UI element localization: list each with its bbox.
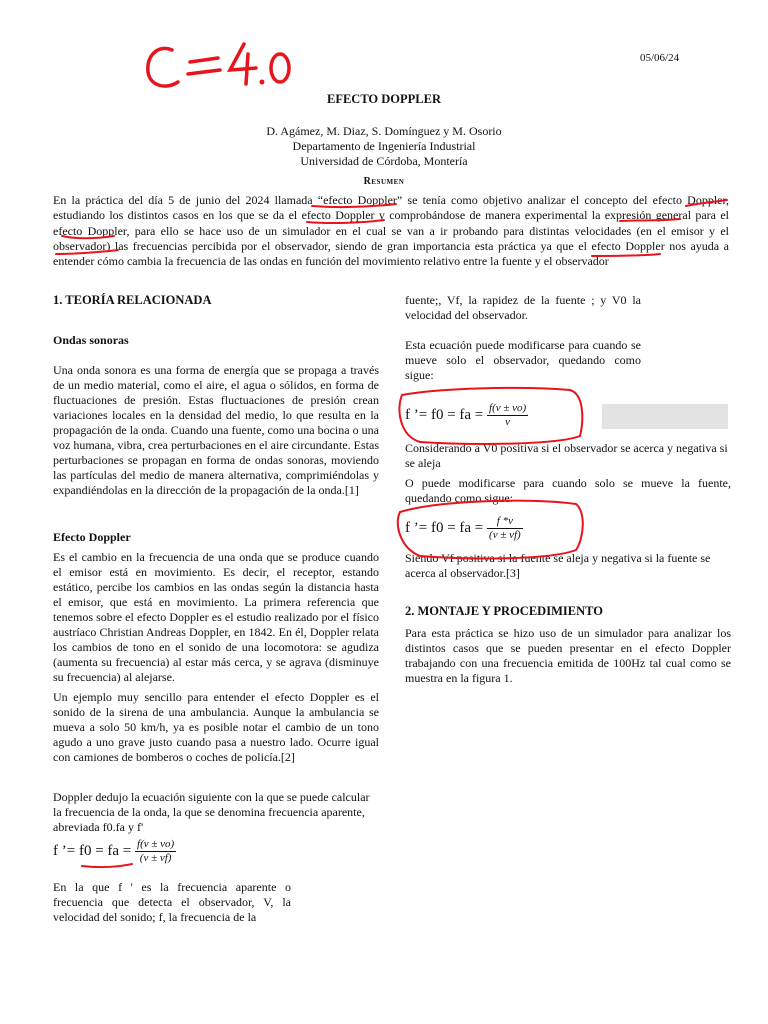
equation-observer-denominator: v [505,416,511,428]
equation-denominator: (v ± vf) [139,852,172,864]
paragraph-variable-definitions: En la que f ' es la frecuencia aparente o frecuencia que detecta el observador, V, la velocidad del sonido; f, la frecuencia de la [53,880,291,924]
section-heading-theory: 1. TEORÍA RELACIONADA [53,293,212,307]
equation-fraction [135,838,176,865]
equation-general [53,838,176,865]
equation-observer-numerator: f(v ± vo) [489,402,527,414]
section-heading-setup: 2. MONTAJE Y PROCEDIMIENTO [405,604,603,618]
paragraph-ambulance-example: Un ejemplo muy sencillo para entender el efecto Doppler es el sonido de la sirena de una ambulancia. Aunque la ambulancia se mueva a solo 50 km/h, ya es posible notar el cambio de un tono agudo a uno grave justo cuando pasa a nuestro lado. Ocurre igual con camiones de bomberos o coches de policía.[2] [53,690,379,764]
paragraph-source-intro: O puede modificarse para cuando solo se mueve la fuente, quedando como sigue: [405,476,731,505]
equation-numerator: f(v ± vo) [137,838,175,850]
equation-source [405,515,523,542]
abstract-heading: Resumen [363,176,405,187]
paragraph-doppler-definition: Es el cambio en la frecuencia de una onda que se produce cuando el emisor está en movimiento. Es decir, el receptor, estando estático, percibe los cambios en las ondas según la distancia hasta el emisor, que está en movimiento. La primera referencia que tenemos sobre el efecto Doppler es el estudio realizado por el físico austríaco Christian Andreas Doppler, en 1842. En él, Doppler relata los cambios de tono en el sonido de una locomotora: se agudiza (aumenta su frecuencia) al estar más cerca, y se agrava (disminuye su frecuencia) al alejarse. [53,550,379,684]
page-title: EFECTO DOPPLER [326,92,442,106]
subheading-doppler: Efecto Doppler [53,530,131,544]
equation-source-denominator: (v ± vf) [489,529,521,541]
paragraph-observer-intro: Esta ecuación puede modificarse para cuando se mueve solo el observador, quedando como sigue: [405,338,641,382]
abstract-text: En la práctica del día 5 de junio del 2024 llamada “efecto Doppler” se tenía como objetivo analizar el concepto del efecto Doppler, estudiando los distintos casos en los que se da el efecto Doppler y comprobándose de manera experimental la expresión general para el efecto Doppler, para ello se hace uso de un simulador en el cual se van a ir probando para distintas velocidades (en el emisor y el observador) las frecuencias percibida por el observador, siendo de gran importancia esta práctica ya que el efecto Doppler nos ayuda a entender cómo cambia la frecuencia de las ondas en función del movimiento relativo entre la fuente y el observador [53,193,729,269]
department: Departamento de Ingeniería Industrial [292,139,476,153]
university: Universidad de Córdoba, Montería [300,154,468,168]
equation-lhs: f ’= f0 = fa = [53,842,132,859]
equation-observer-fraction [487,402,528,429]
paragraph-observer-sign: Considerando a V0 positiva si el observador se acerca y negativa si se aleja [405,441,728,470]
date: 05/06/24 [640,52,680,64]
gray-placeholder-box [602,404,728,429]
equation-source-fraction [487,515,523,542]
equation-source-lhs: f ’= f0 = fa = [405,519,484,536]
paragraph-sound-waves: Una onda sonora es una forma de energía que se propaga a través de un medio material, como el aire, el agua o sólidos, en forma de fluctuaciones de presión. Estas fluctuaciones de presión crean variaciones locales en la densidad del medio, lo que resulta en la propagación de la onda. Cuando una fuente, como una bocina o una voz humana, vibra, crea perturbaciones en el aire circundante. Estas perturbaciones se propagan en forma de ondas sonoras, moviendo las partículas del medio de manera alternativa, comprimiéndolas y expandiéndolas en la dirección de la propagación de la onda.[1] [53,363,379,497]
author-block [0,124,768,169]
paragraph-equation-intro: Doppler dedujo la ecuación siguiente con la que se puede calcular la frecuencia de la onda, la que se denomina frecuencia aparente, abreviada f0.fa y f' [53,790,370,834]
grade-handwritten [140,34,300,94]
equation-observer-lhs: f ’= f0 = fa = [405,406,484,423]
subheading-sound-waves: Ondas sonoras [53,333,129,347]
equation-source-numerator: f *v [487,515,523,529]
paragraph-source-sign: Siendo Vf positiva si la fuente se aleja y negativa si la fuente se acerca al observador.[3] [405,551,711,580]
authors: D. Agámez, M. Diaz, S. Domínguez y M. Osorio [266,124,502,138]
paragraph-setup: Para esta práctica se hizo uso de un simulador para analizar los distintos casos que se pueden presentar en el efecto Doppler trabajando con una frecuencia emitida de 100Hz tal cual como se muestra en la figura 1. [405,626,731,685]
equation-observer [405,402,528,429]
grade-ink-drawing [140,34,300,94]
paragraph-variables-continued: fuente;, Vf, la rapidez de la fuente ; y V0 la velocidad del observador. [405,293,641,322]
